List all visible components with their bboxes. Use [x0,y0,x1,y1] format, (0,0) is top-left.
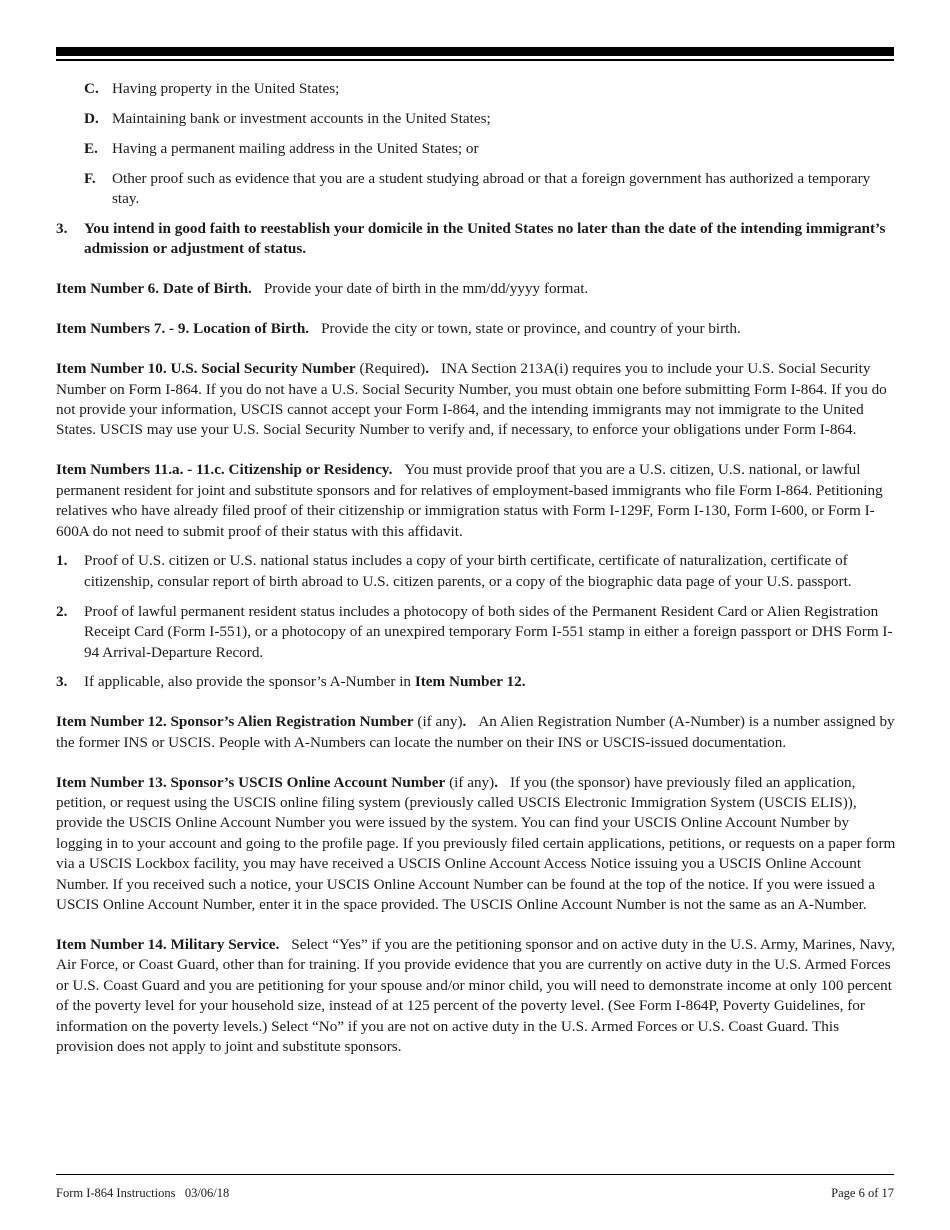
list-item [56,551,896,592]
list-marker: 3. [56,673,68,691]
item-14-body: Select “Yes” if you are the petitioning sponsor and on active duty in the U.S. Army, Marines, Navy, Air Force, or Coast Guard, other than for training. If you provide evidence that you are currently on active duty in the U.S. Armed Forces or U.S. Coast Guard and you are petitioning for your spouse and/or minor child, you will need to demonstrate income at only 100 percent of the poverty level for your household size, instead of at 125 percent of the poverty level. (See Form I-864P, Poverty Guidelines, for information on the poverty levels.) Select “No” if you are not on active duty in the U.S. Armed Forces or U.S. Coast Guard. This provision does not apply to joint and substitute sponsors. [56,936,896,1056]
item-10-body: INA Section 213A(i) requires you to include your U.S. Social Security Number on Form I-864. If you do not have a U.S. Social Security Number, you must obtain one before submitting Form I-864. If you do not provide your information, USCIS cannot accept your Form I-864, and the intending immigrants may not immigrate to the United States. USCIS may use your U.S. Social Security Number to verify and, if necessary, to enforce your obligations under Form I-864. [56,360,887,439]
list-marker: C. [84,80,99,97]
footer-rule [56,1174,894,1175]
list-marker: 1. [56,552,68,570]
item-12-reference: Item Number 12. [414,673,526,691]
item-12-period: . [462,713,467,731]
item-6-body: Provide your date of birth in the mm/dd/yyyy format. [263,280,589,298]
list-text: Proof of U.S. citizen or U.S. national status includes a copy of your birth certificate, certificate of naturalization, certificate of citizenship, consular report of birth abroad to U.S. citizen parents, or a copy of the biographic data page of your U.S. passport. [84,552,852,590]
item-6-paragraph [56,279,896,299]
item-11-heading: Item Numbers 11.a. - 11.c. Citizenship or Residency. [56,461,393,479]
page-content [56,79,896,1077]
list-text: Having a permanent mailing address in the United States; or [112,139,479,157]
list-item [84,109,896,129]
footer-page-number: Page 6 of 17 [831,1186,894,1200]
list-item [84,169,896,210]
item-12-body: An Alien Registration Number (A-Number) is a number assigned by the former INS or USCIS. People with A-Numbers can locate the number on their INS or USCIS-issued documentation. [56,713,895,751]
list-marker: E. [84,139,98,157]
item-7-9-heading: Item Numbers 7. - 9. Location of Birth. [56,320,310,338]
list-marker: D. [84,109,99,127]
list-text: Other proof such as evidence that you are a student studying abroad or that a foreign government has authorized a temporary stay. [112,169,871,208]
item-14-paragraph [56,935,896,1057]
list-marker: 3. [56,220,68,238]
list-text [84,672,896,692]
item-7-9-body: Provide the city or town, state or province, and country of your birth. [321,320,741,338]
item-14-heading: Item Number 14. Military Service. [56,936,280,953]
list-text: Proof of lawful permanent resident status includes a photocopy of both sides of the Permanent Resident Card or Alien Registration Receipt Card (Form I-551), or a photocopy of an unexpired temporary Form I-551 stamp in either a foreign passport or DHS Form I-94 Arrival-Departure Record. [84,602,893,661]
item-10-paragraph [56,359,896,441]
item-10-period: . [425,360,430,378]
sub-list [56,79,896,210]
item-13-period: . [494,773,498,791]
item-13-heading: Item Number 13. Sponsor’s USCIS Online Account Number [56,773,446,791]
header-rule-thick [56,47,894,56]
item-10-heading: Item Number 10. U.S. Social Security Number [56,360,356,378]
list-text: Maintaining bank or investment accounts in the United States; [112,109,491,127]
list-item [56,602,896,663]
list-item [84,139,896,159]
item-12-qualifier: (if any) [417,713,463,731]
list-text: Having property in the United States; [112,80,340,97]
item-13-qualifier: (if any) [449,773,495,791]
list-text: You intend in good faith to reestablish your domicile in the United States no later than the date of the intending immigrant’s admission or adjustment of status. [84,220,886,258]
item-13-paragraph [56,773,896,916]
item-7-9-paragraph [56,319,896,339]
list-item [84,79,896,99]
item-6-heading: Item Number 6. Date of Birth. [56,280,252,298]
list-text-body: If applicable, also provide the sponsor’s A-Number in [84,673,412,691]
footer-form-info [56,1183,229,1203]
item-12-paragraph [56,712,896,753]
footer-edition-date: 03/06/18 [184,1186,230,1200]
list-item [56,672,896,692]
list-marker: 2. [56,602,68,620]
item-11-paragraph [56,460,896,542]
item-12-heading: Item Number 12. Sponsor’s Alien Registration Number [56,713,414,731]
list-item-domicile [56,219,896,260]
item-11-body: You must provide proof that you are a U.S. citizen, U.S. national, or lawful permanent resident for joint and substitute sponsors and for relatives of employment-based immigrants who file Form I-864. Petitioning relatives who have already filed proof of their citizenship or immigration status with Form I-129F, Form I-130, Form I-600, or Form I-600A do not need to submit proof of their status with this affidavit. [56,461,883,540]
item-10-qualifier: (Required) [359,360,426,378]
footer-form-name: Form I-864 Instructions [56,1186,176,1200]
item-13-body: If you (the sponsor) have previously filed an application, petition, or request using the USCIS online filing system (previously called USCIS Electronic Immigration System (USCIS ELIS)), provide the USCIS Online Account Number you were issued by the system. You can find your USCIS Online Account Number by logging in to your account and going to the profile page. If you previously filed certain applications, petitions, or requests on a paper form via a USCIS Lockbox facility, you may have received a USCIS Online Account Access Notice issuing you a USCIS Online Account Number. If you received such a notice, your USCIS Online Account Number can be found at the top of the notice. If you were issued a USCIS Online Account Number, enter it in the space provided. The USCIS Online Account Number is not the same as an A-Number. [56,773,896,914]
list-marker: F. [84,169,96,187]
header-rule-thin [56,59,894,61]
